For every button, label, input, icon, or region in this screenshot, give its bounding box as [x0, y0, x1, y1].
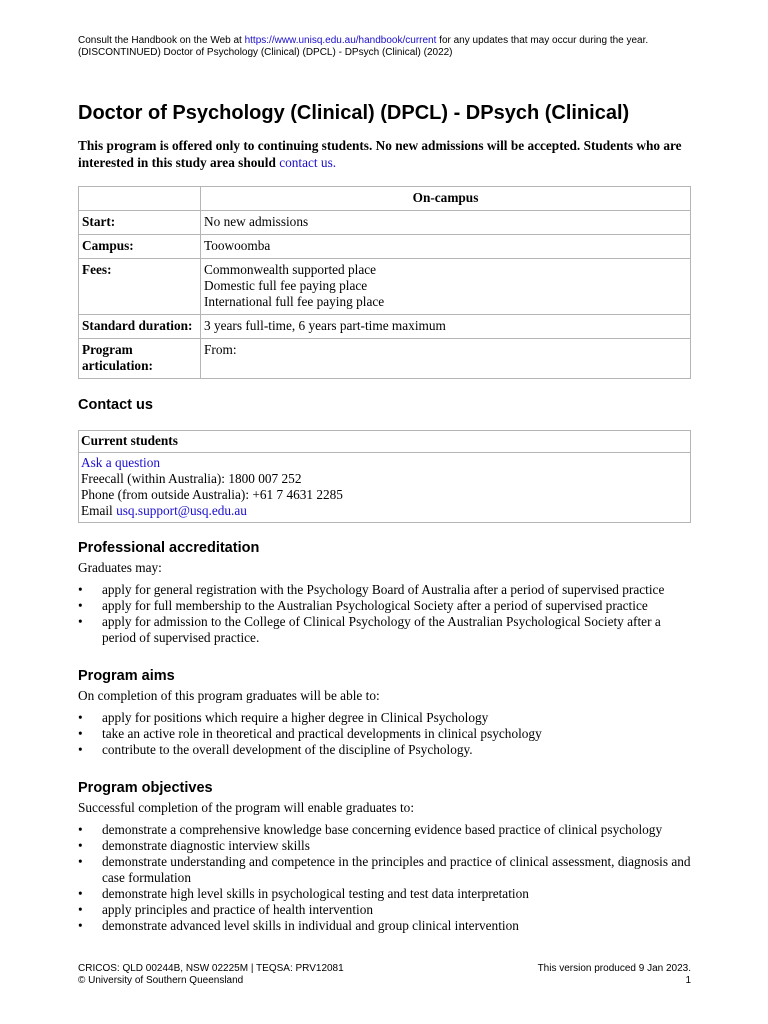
list-item	[78, 614, 698, 646]
list-item-text: contribute to the overall development of the discipline of Psychology.	[102, 742, 473, 757]
cricos-line: CRICOS: QLD 00244B, NSW 02225M | TEQSA: PRV12081	[78, 963, 344, 974]
copyright-line: © University of Southern Queensland	[78, 975, 244, 986]
table-row	[79, 235, 691, 259]
bullet-icon: •	[78, 598, 83, 613]
aims-section	[78, 667, 698, 758]
list-item-text: apply for admission to the College of Clinical Psychology of the Australian Psychological Society after a period of supervised practice.	[102, 614, 661, 645]
articulation-label: Program articulation:	[79, 339, 201, 379]
phone-number: Phone (from outside Australia): +61 7 4631 2285	[81, 487, 343, 502]
email-line	[81, 503, 688, 519]
accreditation-intro: Graduates may:	[78, 560, 162, 575]
list-item	[78, 742, 698, 758]
page-footer	[78, 963, 691, 987]
list-item	[78, 598, 698, 614]
fees-label: Fees:	[79, 259, 201, 315]
table-row	[79, 315, 691, 339]
ask-question-link[interactable]: Ask a question	[81, 455, 161, 470]
header-prefix: Consult the Handbook on the Web at	[78, 35, 245, 46]
list-item-text: demonstrate advanced level skills in individual and group clinical intervention	[102, 918, 519, 933]
contact-table	[78, 430, 691, 523]
list-item-text: demonstrate high level skills in psychological testing and test data interpretation	[102, 886, 529, 901]
fee-type: International full fee paying place	[204, 294, 385, 309]
list-item-text: demonstrate a comprehensive knowledge base concerning evidence based practice of clinical psychology	[102, 822, 663, 837]
fee-type: Commonwealth supported place	[204, 262, 377, 277]
start-value: No new admissions	[201, 211, 691, 235]
column-header-on-campus: On-campus	[201, 187, 691, 211]
version-date: This version produced 9 Jan 2023.	[537, 963, 691, 974]
list-item-text: apply for general registration with the Psychology Board of Australia after a period of supervised practice	[102, 582, 665, 597]
bullet-icon: •	[78, 742, 83, 757]
list-item-text: apply for full membership to the Australian Psychological Society after a period of supervised practice	[102, 598, 648, 613]
list-item	[78, 838, 698, 854]
notice-text: This program is offered only to continuing students. No new admissions will be accepted. Students who are interested in this study area should	[78, 138, 682, 170]
accreditation-heading: Professional accreditation	[78, 540, 260, 556]
page-title: Doctor of Psychology (Clinical) (DPCL) - DPsych (Clinical)	[78, 102, 630, 124]
start-label: Start:	[79, 211, 201, 235]
contact-body-row	[79, 453, 691, 523]
aims-intro: On completion of this program graduates will be able to:	[78, 688, 380, 703]
list-item	[78, 822, 698, 838]
contact-us-link[interactable]: contact us.	[279, 154, 337, 170]
list-item	[78, 710, 698, 726]
header-line-2: (DISCONTINUED) Doctor of Psychology (Clinical) (DPCL) - DPsych (Clinical) (2022)	[78, 47, 453, 58]
bullet-icon: •	[78, 726, 83, 741]
bullet-icon: •	[78, 710, 83, 725]
list-item	[78, 854, 698, 886]
objectives-section	[78, 779, 698, 934]
aims-heading: Program aims	[78, 668, 175, 684]
fee-type: Domestic full fee paying place	[204, 278, 368, 293]
contact-header-row	[79, 431, 691, 453]
table-header-row	[79, 187, 691, 211]
accreditation-section	[78, 539, 698, 646]
bullet-icon: •	[78, 582, 83, 597]
bullet-icon: •	[78, 822, 83, 837]
empty-header-cell	[79, 187, 201, 211]
email-link[interactable]: usq.support@usq.edu.au	[116, 503, 247, 518]
bullet-icon: •	[78, 854, 83, 869]
duration-label: Standard duration:	[79, 315, 201, 339]
page-header	[78, 35, 718, 59]
discontinued-notice	[78, 138, 698, 171]
list-item-text: demonstrate diagnostic interview skills	[102, 838, 310, 853]
freecall-number: Freecall (within Australia): 1800 007 252	[81, 471, 302, 486]
accreditation-list	[78, 582, 698, 646]
program-details-table	[78, 186, 691, 379]
list-item	[78, 582, 698, 598]
articulation-value: From:	[201, 339, 691, 379]
duration-value: 3 years full-time, 6 years part-time maximum	[201, 315, 691, 339]
bullet-icon: •	[78, 886, 83, 901]
campus-value: Toowoomba	[201, 235, 691, 259]
fees-values	[201, 259, 691, 315]
objectives-intro: Successful completion of the program will enable graduates to:	[78, 800, 415, 815]
bullet-icon: •	[78, 918, 83, 933]
contact-heading: Contact us	[78, 397, 153, 413]
list-item-text: apply for positions which require a higher degree in Clinical Psychology	[102, 710, 489, 725]
current-students-header: Current students	[79, 431, 691, 453]
email-prefix: Email	[81, 503, 117, 518]
page-number: 1	[685, 975, 691, 986]
aims-list	[78, 710, 698, 758]
footer-right	[538, 963, 691, 987]
campus-label: Campus:	[79, 235, 201, 259]
header-suffix: for any updates that may occur during the year.	[436, 35, 649, 46]
list-item-text: demonstrate understanding and competence in the principles and practice of clinical assessment, diagnosis and case formulation	[102, 854, 691, 885]
list-item	[78, 886, 698, 902]
header-line-1	[78, 35, 718, 47]
table-row	[79, 339, 691, 379]
handbook-link[interactable]: https://www.unisq.edu.au/handbook/current	[244, 35, 437, 46]
contact-details	[79, 453, 691, 523]
list-item	[78, 918, 698, 934]
list-item-text: apply principles and practice of health intervention	[102, 902, 374, 917]
bullet-icon: •	[78, 838, 83, 853]
list-item	[78, 726, 698, 742]
list-item-text: take an active role in theoretical and practical developments in clinical psychology	[102, 726, 542, 741]
table-row	[79, 259, 691, 315]
bullet-icon: •	[78, 902, 83, 917]
bullet-icon: •	[78, 614, 83, 629]
list-item	[78, 902, 698, 918]
objectives-list	[78, 822, 698, 934]
objectives-heading: Program objectives	[78, 780, 213, 796]
table-row	[79, 211, 691, 235]
